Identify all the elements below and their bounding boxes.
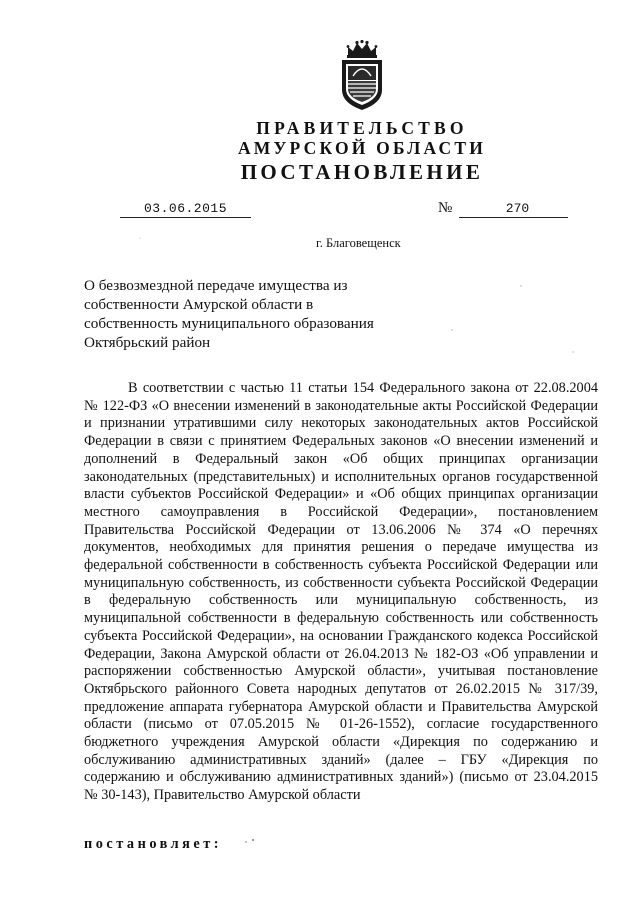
government-title: ПРАВИТЕЛЬСТВО [256,118,468,138]
region-title: АМУРСКОЙ ОБЛАСТИ [237,138,487,158]
document-date: 03.06.2015 [120,200,251,218]
city-line: г. Благовещенск [316,236,401,250]
number-sign: № [438,200,453,216]
document-subject: О безвозмездной передаче имущества из собственности Амурской области в собственность муниципального образования Октябрьский район [84,277,374,351]
body-paragraph: В соответствии с частью 11 статьи 154 Федерального закона от 22.08.2004 № 122-ФЗ «О внесении изменений в законодательные акты Российской Федерации и признании утратившими силу некоторых законодательных актов Российской Федерации в связи с принятием Федеральных законов «О внесении изменений и дополнений в Федеральный закон «Об общих принципах организации законодательных (представительных) и исполнительных органов государственной власти субъектов Российской Федерации» и «Об общих принципах организации местного самоуправления в Российской Федерации», постановлением Правительства Российской Федерации от 13.06.2006 № 374 «О перечнях документов, необходимых для принятия решения о передаче имущества из федеральной собственности в собственность субъекта Российской Федерации или муниципальную собственность, из собственности субъекта Российской Федерации в федеральную собственность или муниципальную собственность, из муниципальной собственности в федеральную собственность или собственность субъекта Российской Федерации», на основании Гражданского кодекса Российской Федерации, Закона Амурской области от 26.04.2013 № 182-ОЗ «Об управлении и распоряжении собственностью Амурской области», учитывая постановление Октябрьского районного Совета народных депутатов от 26.02.2015 № 317/39, предложение аппарата губернатора Амурской области и Правительства Амурской области (письмо от 07.05.2015 № 01-26-1552), согласие государственного бюджетного учреждения Амурской области «Дирекция по содержанию и обслуживанию административных зданий» (далее – ГБУ «Дирекция по содержанию и обслуживанию административных зданий») (письмо от 23.04.2015 № 30-143), Правительство Амурской области [84,380,598,804]
coat-of-arms-icon [339,40,385,112]
decree-word: постановляет: [84,836,223,852]
document-type-title: ПОСТАНОВЛЕНИЕ [240,160,484,184]
document-number: 270 [459,200,568,218]
